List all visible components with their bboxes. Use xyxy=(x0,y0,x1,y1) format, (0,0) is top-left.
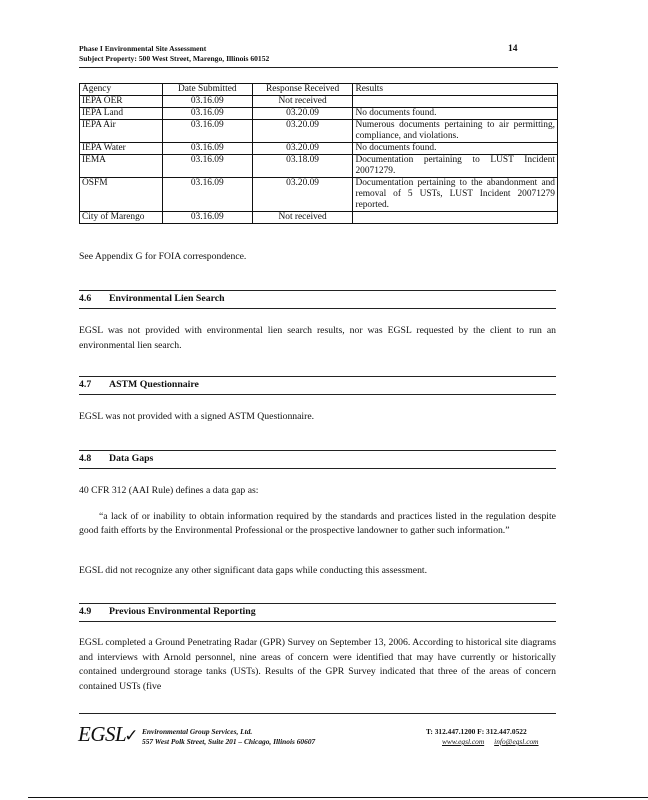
data-gap-conclusion: EGSL did not recognize any other significant data gaps while conducting this assessment. xyxy=(79,565,428,576)
section-rule-bottom xyxy=(79,394,556,395)
date-submitted-cell: 03.16.09 xyxy=(162,120,252,143)
results-cell: Documentation pertaining to LUST Incident 20071279. xyxy=(353,155,558,178)
section-number: 4.8 xyxy=(79,453,92,464)
response-received-cell: 03.18.09 xyxy=(252,155,353,178)
section-number: 4.7 xyxy=(79,379,92,390)
response-received-cell: Not received xyxy=(252,96,353,108)
table-row xyxy=(80,120,558,143)
date-submitted-cell: 03.16.09 xyxy=(162,155,252,178)
agency-cell: IEPA Land xyxy=(80,108,163,120)
results-cell: No documents found. xyxy=(353,143,558,155)
website-link[interactable]: www.egsl.com xyxy=(442,737,485,746)
section-title: Previous Environmental Reporting xyxy=(109,606,256,617)
lien-paragraph: EGSL was not provided with environmental lien search results, nor was EGSL requested by the client to run an environmental lien search. xyxy=(79,325,556,351)
phone-fax: T: 312.447.1200 F: 312.447.0522 xyxy=(426,727,527,736)
section-rule-top xyxy=(79,450,556,451)
agency-cell: City of Marengo xyxy=(80,212,163,224)
footer-rule xyxy=(79,713,556,714)
response-received-cell: Not received xyxy=(252,212,353,224)
header-rule xyxy=(79,67,558,68)
section-number: 4.9 xyxy=(79,606,92,617)
section-rule-bottom xyxy=(79,468,556,469)
section-heading-previous xyxy=(79,606,256,617)
response-received-cell: 03.20.09 xyxy=(252,120,353,143)
date-submitted-cell: 03.16.09 xyxy=(162,96,252,108)
results-cell: Numerous documents pertaining to air permitting, compliance, and violations. xyxy=(353,120,558,143)
table-header-row xyxy=(80,84,558,96)
appendix-note: See Appendix G for FOIA correspondence. xyxy=(79,251,247,262)
table-row xyxy=(80,212,558,224)
results-cell: Documentation pertaining to the abandonment and removal of 5 USTs, LUST Incident 20071279 reported. xyxy=(353,178,558,212)
table-row xyxy=(80,178,558,212)
section-title: ASTM Questionnaire xyxy=(109,379,199,390)
company-logo xyxy=(78,722,138,747)
page-number: 14 xyxy=(508,44,518,54)
section-rule-top xyxy=(79,376,556,377)
running-header xyxy=(79,44,269,64)
agency-cell: OSFM xyxy=(80,178,163,212)
column-header: Results xyxy=(353,84,558,96)
results-cell xyxy=(353,212,558,224)
column-header: Agency xyxy=(80,84,163,96)
table-row xyxy=(80,155,558,178)
section-number: 4.6 xyxy=(79,293,92,304)
foia-table xyxy=(79,83,558,224)
date-submitted-cell: 03.16.09 xyxy=(162,108,252,120)
astm-paragraph: EGSL was not provided with a signed ASTM Questionnaire. xyxy=(79,411,315,422)
previous-reporting-paragraph: EGSL completed a Ground Penetrating Radar (GPR) Survey on September 13, 2006. According to historical site diagrams and interviews with Arnold personnel, nine areas of concern were identified that may have currently or historically contained underground storage tanks (USTs). Results of the GPR Survey indicated that three of the areas of concern contained USTs (five xyxy=(79,637,556,692)
response-received-cell: 03.20.09 xyxy=(252,178,353,212)
contact-block xyxy=(426,727,549,747)
section-rule-top xyxy=(79,603,556,604)
logo-swoosh-icon: ✓ xyxy=(124,726,138,745)
logo-text: EGSL xyxy=(78,722,127,746)
agency-cell: IEPA OER xyxy=(80,96,163,108)
date-submitted-cell: 03.16.09 xyxy=(162,212,252,224)
page-bottom-edge xyxy=(28,797,648,798)
agency-cell: IEPA Water xyxy=(80,143,163,155)
column-header: Response Received xyxy=(252,84,353,96)
column-header: Date Submitted xyxy=(162,84,252,96)
results-cell: No documents found. xyxy=(353,108,558,120)
data-gap-quote: “a lack of or inability to obtain information required by the standards and practices listed in the regulation despite good faith efforts by the Environmental Professional or the prospective landowner to gather such information.” xyxy=(79,511,556,536)
section-title: Data Gaps xyxy=(109,453,154,464)
section-rule-bottom xyxy=(79,621,556,622)
section-title: Environmental Lien Search xyxy=(109,293,225,304)
company-block xyxy=(142,727,315,747)
header-subject-property: Subject Property: 500 West Street, Marengo, Illinois 60152 xyxy=(79,54,270,63)
section-heading-lien xyxy=(79,293,225,304)
response-received-cell: 03.20.09 xyxy=(252,143,353,155)
agency-cell: IEPA Air xyxy=(80,120,163,143)
agency-cell: IEMA xyxy=(80,155,163,178)
table-row xyxy=(80,96,558,108)
header-title: Phase I Environmental Site Assessment xyxy=(79,44,207,53)
section-rule-top xyxy=(79,290,556,291)
response-received-cell: 03.20.09 xyxy=(252,108,353,120)
date-submitted-cell: 03.16.09 xyxy=(162,178,252,212)
section-rule-bottom xyxy=(79,308,556,309)
date-submitted-cell: 03.16.09 xyxy=(162,143,252,155)
results-cell xyxy=(353,96,558,108)
section-heading-astm xyxy=(79,379,199,390)
company-address: 557 West Polk Street, Suite 201 – Chicago, Illinois 60607 xyxy=(142,737,316,746)
email-link[interactable]: info@egsl.com xyxy=(494,737,539,746)
table-row xyxy=(80,108,558,120)
data-gap-intro: 40 CFR 312 (AAI Rule) defines a data gap as: xyxy=(79,485,259,496)
table-row xyxy=(80,143,558,155)
section-heading-gaps xyxy=(79,453,153,464)
company-name: Environmental Group Services, Ltd. xyxy=(142,727,253,736)
